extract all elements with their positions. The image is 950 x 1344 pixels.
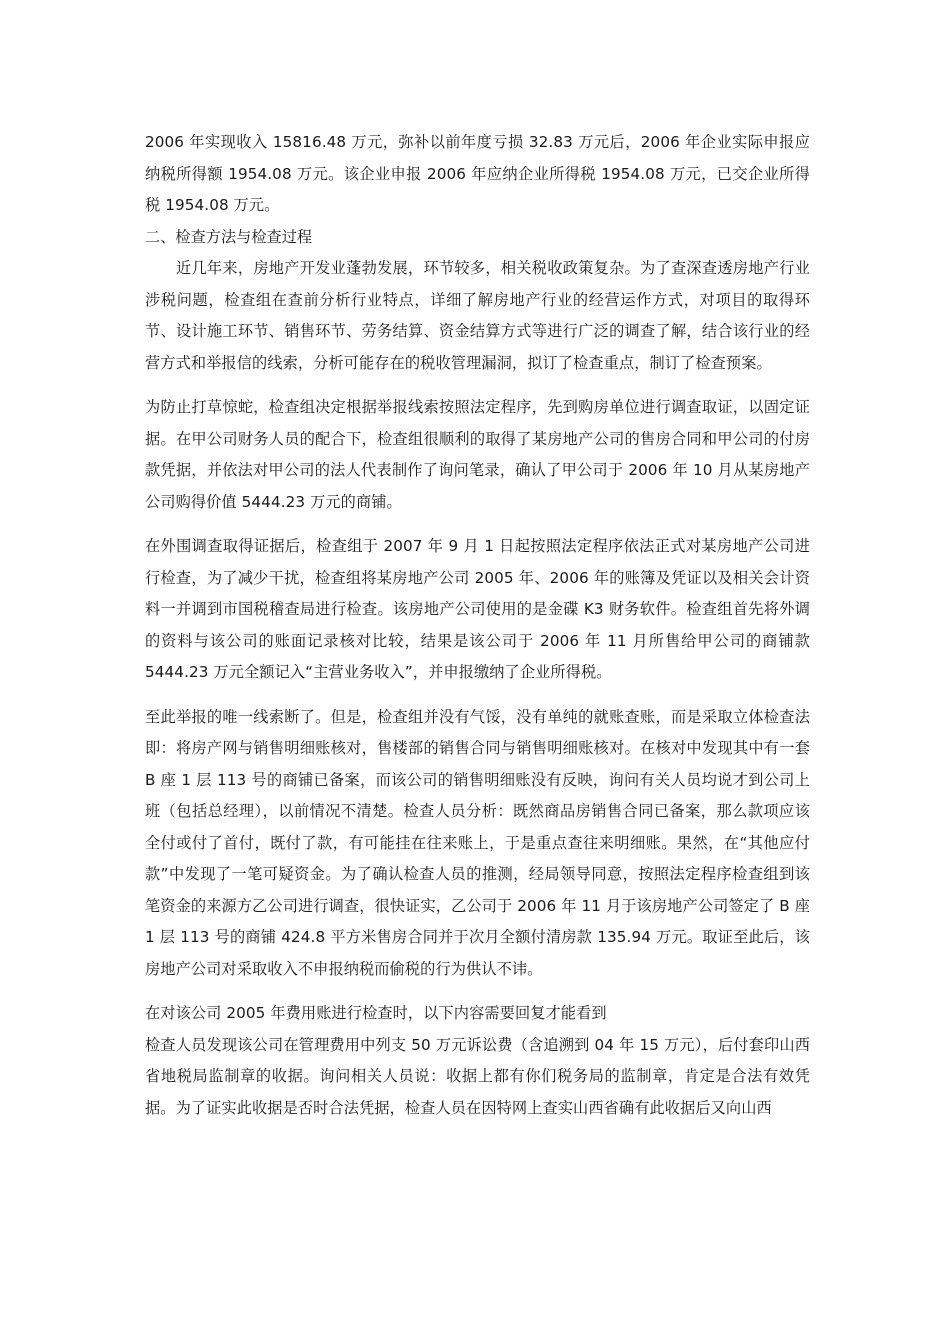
paragraph-formal-inspection: 在外围调查取得证据后，检查组于 2007 年 9 月 1 日起按照法定程序依法正式对某房地产公司进行检查，为了减少干扰，检查组将某房地产公司 2005 年、2006 年的账簿及凭证以及相关会计资料一并调到市国税稽查局进行检查。该房地产公司使用的是金碟 K3 财务软件。检查组首先将外调的资料与该公司的账面记录核对比较，结果是该公司于 2006 年 11 月所售给甲公司的商铺款 5444.23 万元全额记入“主营业务收入”，并申报缴纳了企业所得税。 xyxy=(145,537,810,681)
paragraph-clue-investigation: 至此举报的唯一线索断了。但是，检查组并没有气馁，没有单纯的就账查账，而是采取立体检查法即：将房产网与销售明细账核对，售楼部的销售合同与销售明细账核对。在核对中发现其中有一套 B 座 1 层 113 号的商铺已备案，而该公司的销售明细账没有反映，询问有关人员均说才到公司上班（包括总经理），以前情况不清楚。检查人员分析：既然商品房销售合同已备案，那么款项应该全付或付了首付，既付了款，有可能挂在往来账上，于是重点查往来明细账。果然，在“其他应付款”中发现了一笔可疑资金。为了确认检查人员的推测，经局领导同意，按照法定程序检查组到该笔资金的来源方乙公司进行调查，很快证实，乙公司于 2006 年 11 月于该房地产公司签定了 B 座 1 层 113 号的商铺 424.8 平方米售房合同并于次月全额付清房款 135.94 万元。取证至此后，该房地产公司对采取收入不申报纳税而偷税的行为供认不讳。 xyxy=(145,707,810,978)
paragraph-expense-check-note: 在对该公司 2005 年费用账进行检查时，以下内容需要回复才能看到 xyxy=(145,1004,607,1022)
paragraph-industry-analysis: 近几年来，房地产开发业蓬勃发展，环节较多，相关税收政策复杂。为了查深查透房地产行业涉税问题，检查组在查前分析行业特点，详细了解房地产行业的经营运作方式，对项目的取得环节、设计施工环节、销售环节、劳务结算、资金结算方式等进行广泛的调查了解，结合该行业的经营方式和举报信的线索，分析可能存在的税收管理漏洞，拟订了检查重点，制订了检查预案。 xyxy=(145,259,810,372)
document-body xyxy=(145,127,810,1124)
paragraph-income-summary: 2006 年实现收入 15816.48 万元，弥补以前年度亏损 32.83 万元后，2006 年企业实际申报应纳税所得额 1954.08 万元。该企业申报 2006 年应纳企业所得税 1954.08 万元，已交企业所得税 1954.08 万元。 xyxy=(145,133,810,214)
paragraph-litigation-fee: 检查人员发现该公司在管理费用中列支 50 万元诉讼费（含追溯到 04 年 15 万元），后付套印山西省地税局监制章的收据。询问相关人员说：收据上都有你们税务局的监制章，肯定是合法有效凭据。为了证实此收据是否时合法凭据，检查人员在因特网上查实山西省确有此收据后又向山西 xyxy=(145,1035,810,1117)
section-heading-inspection-method: 二、检查方法与检查过程 xyxy=(145,227,313,246)
paragraph-evidence-collection: 为防止打草惊蛇，检查组决定根据举报线索按照法定程序，先到购房单位进行调查取证，以固定证据。在甲公司财务人员的配合下，检查组很顺利的取得了某房地产公司的售房合同和甲公司的付房款凭据，并依法对甲公司的法人代表制作了询问笔录，确认了甲公司于 2006 年 10 月从某房地产公司购得价值 5444.23 万元的商铺。 xyxy=(145,398,810,511)
